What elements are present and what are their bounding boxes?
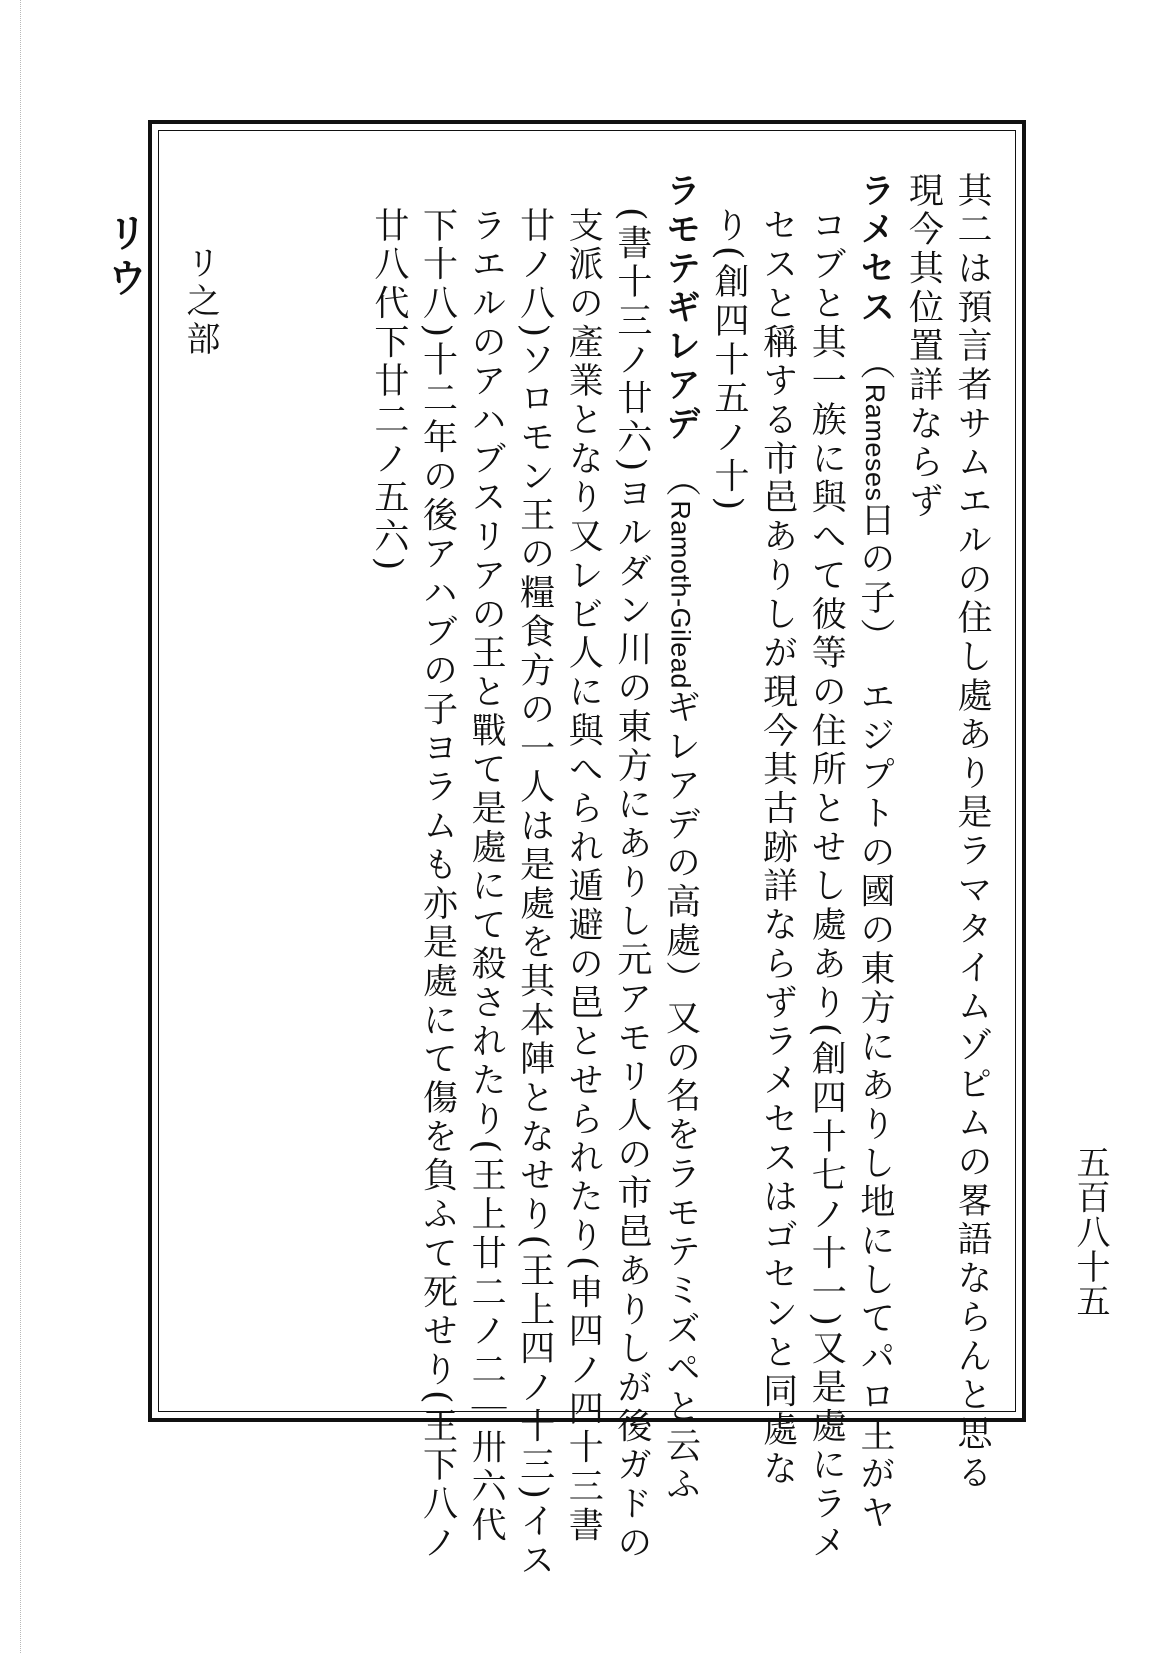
running-head: リウ	[101, 212, 148, 302]
page-number: 五百八十五	[1070, 1145, 1110, 1319]
text-line: り(創四十五ノ十)	[709, 207, 750, 514]
entry-headword: ラメセス	[854, 172, 896, 328]
text-line: 現今其位置詳ならず	[903, 172, 944, 522]
text-line: 其二は預言者サムエルの住し處あり是ラマタイムゾピムの畧語ならんと思る	[952, 172, 992, 1493]
page-edge	[0, 0, 21, 1653]
entry-gloss: 日の子） エジプトの國の東方にありし地にしてパロ王がヤ	[854, 501, 895, 1534]
entry-gloss: ギレアデの高處）又の名をラモテミズペと云ふ	[660, 688, 701, 1505]
text-line: ラエルのアハブスリアの王と戰て是處にて殺されたり(王上廿二ノ二｜卅六代	[466, 207, 507, 1546]
section-label: リ之部	[180, 245, 220, 360]
dictionary-body	[196, 172, 996, 1581]
text-line: コブと其一族に與へて彼等の住所とせし處あり(創四十七ノ十一)又是處にラメ	[806, 207, 847, 1563]
text-line: 廿ノ八)ソロモン王の糧食方の一人は是處を其本陣となせり(王上四ノ十三)イス	[514, 207, 555, 1581]
text-line: 廿八代下廿二ノ五六)	[368, 207, 409, 575]
text-line: 支派の產業となり又レビ人に與へられ遁避の邑とせられたり(申四ノ四十三書	[563, 207, 604, 1546]
entry-first-line: ラメセス（Rameses日の子） エジプトの國の東方にありし地にしてパロ王がヤ	[854, 172, 896, 1534]
latin-name: Rameses	[859, 383, 890, 502]
text-line: 下十八)十二年の後アハブの子ヨラムも亦是處にて傷を負ふて死せり(王下八ノ	[417, 207, 458, 1563]
entry-headword: ラモテギレアデ	[660, 172, 702, 444]
latin-name: Ramoth-Gilead	[665, 500, 696, 689]
text-line: セスと稱する市邑ありしが現今其古跡詳ならずラメセスはゴセンと同處な	[757, 207, 798, 1490]
text-line: (書十三ノ廿六)ヨルダン川の東方にありし元アモリ人の市邑ありしが後ガドの	[611, 207, 652, 1563]
entry-first-line: ラモテギレアデ（Ramoth-Gileadギレアデの高處）又の名をラモテミズペと云ふ	[660, 172, 702, 1505]
